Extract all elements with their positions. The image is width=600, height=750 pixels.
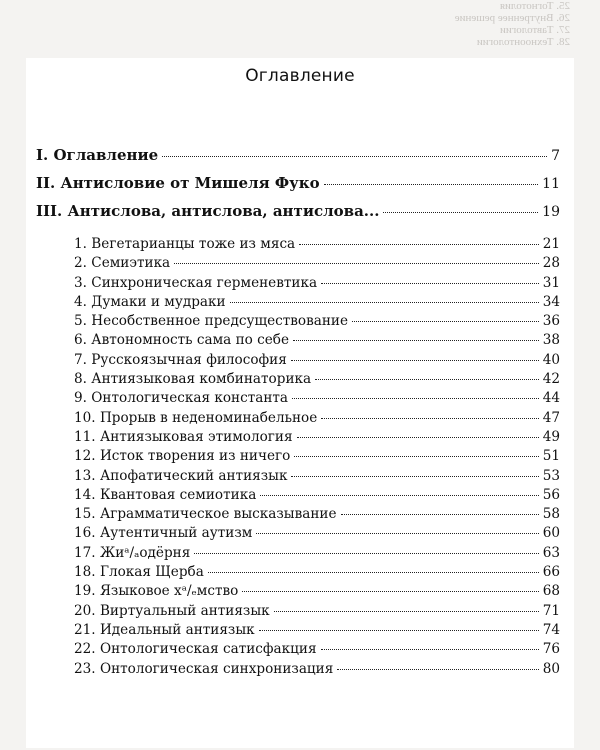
toc-entry[interactable] (36, 255, 560, 274)
dot-leader (315, 379, 539, 380)
toc-entry-label: 14. Квантовая семиотика (74, 486, 257, 503)
toc-entry-page: 56 (542, 486, 560, 503)
toc-entry-label: 4. Думаки и мудраки (74, 293, 226, 310)
toc-entry-page: 34 (542, 293, 560, 310)
toc-entry-label: 13. Апофатический антиязык (74, 467, 288, 484)
toc-entry[interactable] (36, 448, 560, 467)
toc-entry-label: 12. Исток творения из ничего (74, 448, 291, 465)
dot-leader (162, 156, 547, 157)
toc-entry[interactable] (36, 294, 560, 313)
toc-entry-page: 47 (542, 409, 560, 426)
toc-entry-label: 19. Языковое хᵃ/ₑмство (74, 583, 239, 600)
toc-section-label: II. Антисловие от Мишеля Фуко (36, 174, 320, 192)
bleed-line: 27. Тавтологии (499, 24, 570, 36)
toc-entry-page: 36 (542, 313, 560, 330)
toc-section-label: III. Антислова, антислова, антислова... (36, 202, 380, 220)
toc-entry-label: 7. Русскоязычная философия (74, 351, 287, 368)
toc-entry[interactable] (36, 641, 560, 660)
toc-entry[interactable] (36, 525, 560, 544)
toc-entry-list (36, 236, 560, 680)
dot-leader (297, 437, 539, 438)
dot-leader (341, 514, 539, 515)
page-title: Оглавление (245, 66, 355, 86)
toc-entry-label: 3. Синхроническая герменевтика (74, 274, 318, 291)
toc-entry-page: 42 (542, 371, 560, 388)
dot-leader (208, 572, 539, 573)
dot-leader (294, 456, 538, 457)
toc-entry[interactable] (36, 506, 560, 525)
toc-entry-page: 49 (542, 428, 560, 445)
toc-entry-label: 5. Несобственное предсуществование (74, 313, 349, 330)
toc-entry-page: 21 (542, 236, 560, 252)
dot-leader (256, 533, 538, 534)
toc-entry[interactable] (36, 603, 560, 622)
table-of-contents (36, 146, 560, 680)
toc-entry-label: 8. Антиязыковая комбинаторика (74, 371, 312, 388)
toc-entry-label: 23. Онтологическая синхронизация (74, 660, 334, 677)
dot-leader (194, 553, 538, 554)
facing-page-bleed-through (0, 0, 600, 46)
toc-entry-page: 74 (542, 621, 560, 638)
toc-entry-page: 66 (542, 564, 560, 581)
toc-entry[interactable] (36, 313, 560, 332)
toc-entry-page: 31 (542, 274, 560, 291)
toc-entry-page: 80 (542, 660, 560, 677)
toc-entry-page: 40 (542, 351, 560, 368)
toc-entry-label: 2. Семиэтика (74, 255, 171, 272)
toc-entry-label: 11. Антиязыковая этимология (74, 428, 293, 445)
toc-entry[interactable] (36, 352, 560, 371)
toc-entry[interactable] (36, 236, 560, 255)
toc-entry[interactable] (36, 564, 560, 583)
toc-entry-label: 10. Прорыв в неденоминабельное (74, 409, 318, 426)
toc-entry-label: 17. Жиᵃ/ₐодёрня (74, 544, 191, 561)
toc-entry-label: 16. Аутентичный аутизм (74, 525, 253, 542)
dot-leader (259, 630, 539, 631)
toc-entry[interactable] (36, 410, 560, 429)
dot-leader (299, 244, 539, 245)
toc-section-page: 19 (542, 204, 560, 220)
toc-entry-label: 9. Онтологическая константа (74, 390, 289, 407)
toc-entry-page: 28 (542, 255, 560, 272)
toc-entry[interactable] (36, 583, 560, 602)
toc-entry-label: 15. Аграмматическое высказывание (74, 506, 337, 523)
toc-entry[interactable] (36, 545, 560, 564)
toc-entry-page: 51 (542, 448, 560, 465)
dot-leader (293, 340, 539, 341)
bleed-line: 28. Техноонтологии (476, 36, 570, 46)
bleed-line: 26. Внутреннее решение (454, 12, 570, 24)
toc-entry-page: 71 (542, 602, 560, 619)
toc-entry-label: 1. Вегетарианцы тоже из мяса (74, 236, 296, 252)
dot-leader (321, 418, 538, 419)
dot-leader (242, 591, 538, 592)
toc-section-label: I. Оглавление (36, 146, 159, 164)
dot-leader (292, 398, 539, 399)
toc-section[interactable] (36, 202, 560, 230)
toc-entry[interactable] (36, 332, 560, 351)
toc-entry-page: 53 (542, 467, 560, 484)
dot-leader (352, 321, 539, 322)
toc-entry[interactable] (36, 390, 560, 409)
dot-leader (321, 283, 539, 284)
dot-leader (337, 669, 538, 670)
toc-entry[interactable] (36, 275, 560, 294)
toc-entry-page: 68 (542, 583, 560, 600)
toc-entry[interactable] (36, 468, 560, 487)
toc-entry-page: 76 (542, 641, 560, 658)
toc-entry[interactable] (36, 622, 560, 641)
toc-entry-page: 63 (542, 544, 560, 561)
toc-entry[interactable] (36, 429, 560, 448)
toc-entry-label: 6. Автономность сама по себе (74, 332, 290, 349)
dot-leader (383, 212, 538, 213)
toc-entry-page: 44 (542, 390, 560, 407)
bleed-line: 25. Тогнотолия (499, 0, 570, 12)
toc-entry-label: 22. Онтологическая сатисфакция (74, 641, 317, 658)
dot-leader (260, 495, 538, 496)
toc-section-page: 11 (542, 176, 560, 192)
toc-entry-label: 18. Глокая Щерба (74, 564, 204, 581)
toc-entry[interactable] (36, 487, 560, 506)
book-page (26, 58, 574, 748)
dot-leader (291, 476, 538, 477)
toc-section[interactable] (36, 146, 560, 174)
toc-section-page: 7 (551, 148, 560, 164)
dot-leader (230, 302, 539, 303)
dot-leader (274, 611, 539, 612)
toc-section[interactable] (36, 174, 560, 202)
toc-entry-page: 58 (542, 506, 560, 523)
dot-leader (291, 360, 539, 361)
toc-entry-page: 38 (542, 332, 560, 349)
dot-leader (324, 184, 539, 185)
dot-leader (321, 649, 539, 650)
toc-entry-label: 20. Виртуальный антиязык (74, 602, 270, 619)
toc-entry[interactable] (36, 371, 560, 390)
toc-entry[interactable] (36, 661, 560, 680)
toc-entry-label: 21. Идеальный антиязык (74, 621, 255, 638)
toc-entry-page: 60 (542, 525, 560, 542)
dot-leader (174, 263, 539, 264)
